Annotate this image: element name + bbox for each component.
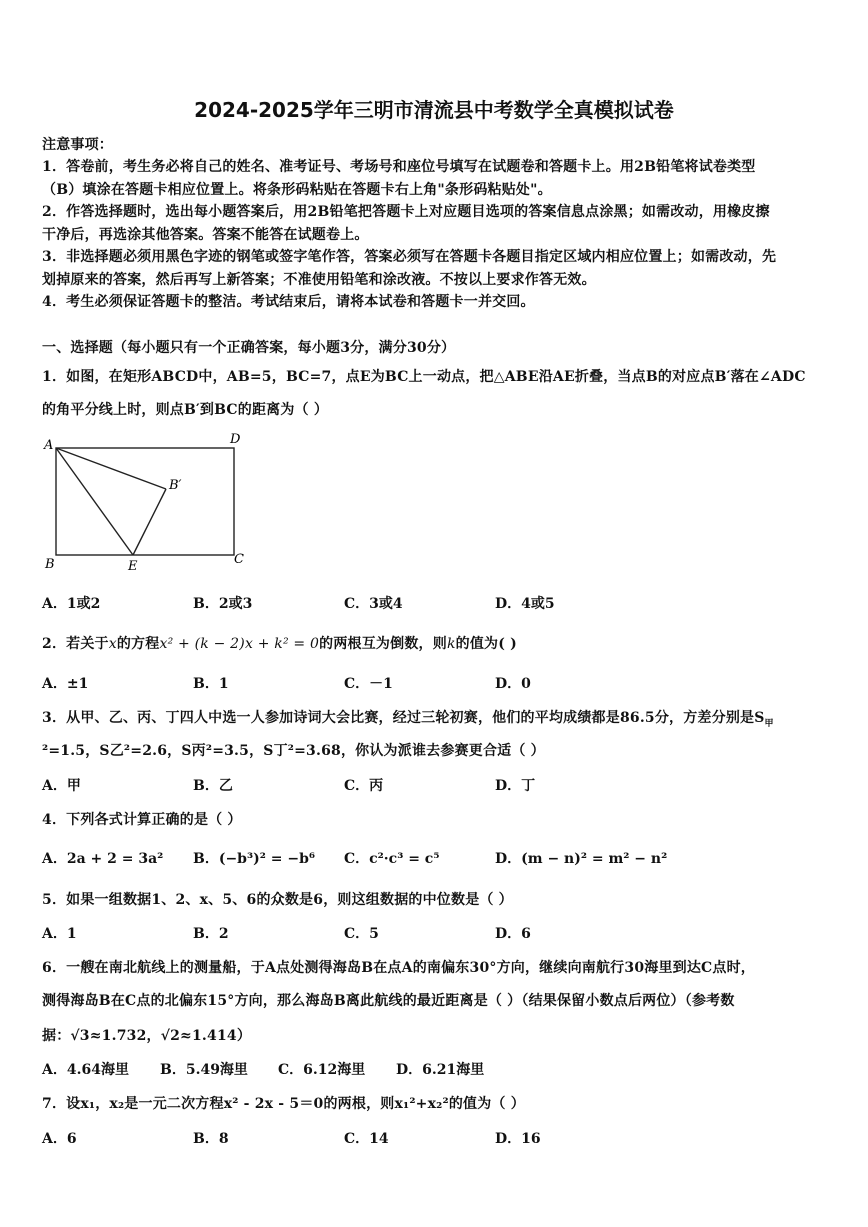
- q1-option-b[interactable]: B．2或3: [193, 596, 253, 612]
- notice-line-3: 2．作答选择题时，选出每小题答案后，用2B铅笔把答题卡上对应题目选项的答案信息点涂黑；如需改动，用橡皮擦: [42, 204, 770, 220]
- q4-option-b[interactable]: B．(−b³)² = −b⁶: [193, 851, 315, 867]
- notice-heading: 注意事项：: [42, 137, 113, 153]
- q7-option-b[interactable]: B．8: [193, 1131, 229, 1147]
- q5-stem: 5．如果一组数据1、2、x、5、6的众数是6，则这组数据的中位数是（ ）: [42, 892, 513, 908]
- q4-stem: 4．下列各式计算正确的是（ ）: [42, 812, 242, 828]
- q5-option-c[interactable]: C．5: [344, 926, 379, 942]
- label-d: D: [230, 432, 241, 447]
- notice-line-4: 干净后，再选涂其他答案。答案不能答在试题卷上。: [42, 227, 369, 243]
- q2-stem: [42, 633, 517, 653]
- q2-var-k: k: [446, 636, 456, 652]
- label-a: A: [44, 438, 54, 453]
- q3-option-d[interactable]: D．丁: [495, 778, 536, 794]
- label-b-prime: B′: [169, 478, 182, 493]
- notice-line-6: 划掉原来的答案，然后再写上新答案；不准使用铅笔和涂改液。不按以上要求作答无效。: [42, 272, 596, 288]
- q7-option-c[interactable]: C．14: [344, 1131, 389, 1147]
- q2-pre: 2．若关于: [42, 636, 109, 652]
- q2-equation: x² + (k − 2)x + k² = 0: [159, 636, 320, 652]
- q2-mid: 的方程: [116, 636, 160, 652]
- q3-line-2: ²=1.5，S乙²=2.6，S丙²=3.5，S丁²=3.68，你认为派谁去参赛更合适（ ）: [42, 743, 545, 759]
- q2-option-b[interactable]: B．1: [193, 676, 229, 692]
- segment-ae: [56, 448, 133, 555]
- q2-post: 的两根互为倒数，则: [319, 636, 447, 652]
- q1-figure: [38, 430, 258, 575]
- q2-option-c[interactable]: C．－1: [344, 676, 393, 692]
- q3-line-1-sub: 甲: [764, 718, 774, 729]
- q1-line-2: 的角平分线上时，则点B′到BC的距离为（ ）: [42, 402, 329, 418]
- q2-end: 的值为( ): [455, 636, 517, 652]
- q6-option-b[interactable]: B．5.49海里: [160, 1062, 248, 1078]
- notice-line-2: （B）填涂在答题卡相应位置上。将条形码粘贴在答题卡右上角"条形码粘贴处"。: [42, 182, 552, 198]
- q1-option-a[interactable]: A．1或2: [42, 596, 101, 612]
- q4-option-a[interactable]: A．2a + 2 = 3a²: [42, 851, 164, 867]
- q5-option-a[interactable]: A．1: [42, 926, 77, 942]
- q6-option-c[interactable]: C．6.12海里: [278, 1062, 366, 1078]
- segment-b-prime-e: [133, 489, 166, 555]
- q3-option-c[interactable]: C．丙: [344, 778, 384, 794]
- q6-line-2: 测得海岛B在C点的北偏东15°方向，那么海岛B离此航线的最近距离是（ ）（结果保留小数点后两位）（参考数: [42, 993, 735, 1009]
- q6-option-d[interactable]: D．6.21海里: [396, 1062, 485, 1078]
- q2-option-d[interactable]: D．0: [495, 676, 531, 692]
- section-heading: 一、选择题（每小题只有一个正确答案，每小题3分，满分30分）: [42, 340, 456, 356]
- notice-line-7: 4．考生必须保证答题卡的整洁。考试结束后，请将本试卷和答题卡一并交回。: [42, 294, 535, 310]
- q3-line-1-text: 3．从甲、乙、丙、丁四人中选一人参加诗词大会比赛，经过三轮初赛，他们的平均成绩都是86.5分，方差分别是S: [42, 710, 765, 726]
- q4-option-c[interactable]: C．c²·c³ = c⁵: [344, 851, 440, 867]
- q2-option-a[interactable]: A．±1: [42, 676, 89, 692]
- q7-option-a[interactable]: A．6: [42, 1131, 77, 1147]
- notice-line-1: 1．答卷前，考生务必将自己的姓名、准考证号、考场号和座位号填写在试题卷和答题卡上。用2B铅笔将试卷类型: [42, 159, 756, 175]
- q7-stem: 7．设x₁，x₂是一元二次方程x² - 2x - 5＝0的两根，则x₁²+x₂²的值为（ ）: [42, 1096, 525, 1112]
- q3-line-1: [42, 707, 774, 729]
- q2-var-x: x: [108, 636, 117, 652]
- q6-line-1: 6．一艘在南北航线上的测量船，于A点处测得海岛B在点A的南偏东30°方向，继续向南航行30海里到达C点时，: [42, 960, 756, 976]
- q1-line-1: 1．如图，在矩形ABCD中，AB=5，BC=7，点E为BC上一动点，把△ABE沿AE折叠，当点B的对应点B′落在∠ADC: [42, 369, 806, 385]
- label-b: B: [45, 557, 55, 572]
- q5-option-b[interactable]: B．2: [193, 926, 229, 942]
- q4-option-d[interactable]: D．(m − n)² = m² − n²: [495, 851, 668, 867]
- label-c: C: [234, 552, 244, 567]
- q3-option-a[interactable]: A．甲: [42, 778, 81, 794]
- q5-option-d[interactable]: D．6: [495, 926, 531, 942]
- q1-option-d[interactable]: D．4或5: [495, 596, 555, 612]
- label-e: E: [128, 559, 138, 574]
- rectangle-abcd: [56, 448, 234, 555]
- q6-option-a[interactable]: A．4.64海里: [42, 1062, 129, 1078]
- segment-ab-prime: [56, 448, 166, 489]
- notice-line-5: 3．非选择题必须用黑色字迹的钢笔或签字笔作答，答案必须写在答题卡各题目指定区域内相应位置上；如需改动，先: [42, 249, 777, 265]
- page-title: 2024-2025学年三明市清流县中考数学全真模拟试卷: [194, 98, 674, 122]
- q6-line-3: 据：√3≈1.732，√2≈1.414）: [42, 1028, 252, 1044]
- q7-option-d[interactable]: D．16: [495, 1131, 541, 1147]
- q3-option-b[interactable]: B．乙: [193, 778, 233, 794]
- q1-option-c[interactable]: C．3或4: [344, 596, 403, 612]
